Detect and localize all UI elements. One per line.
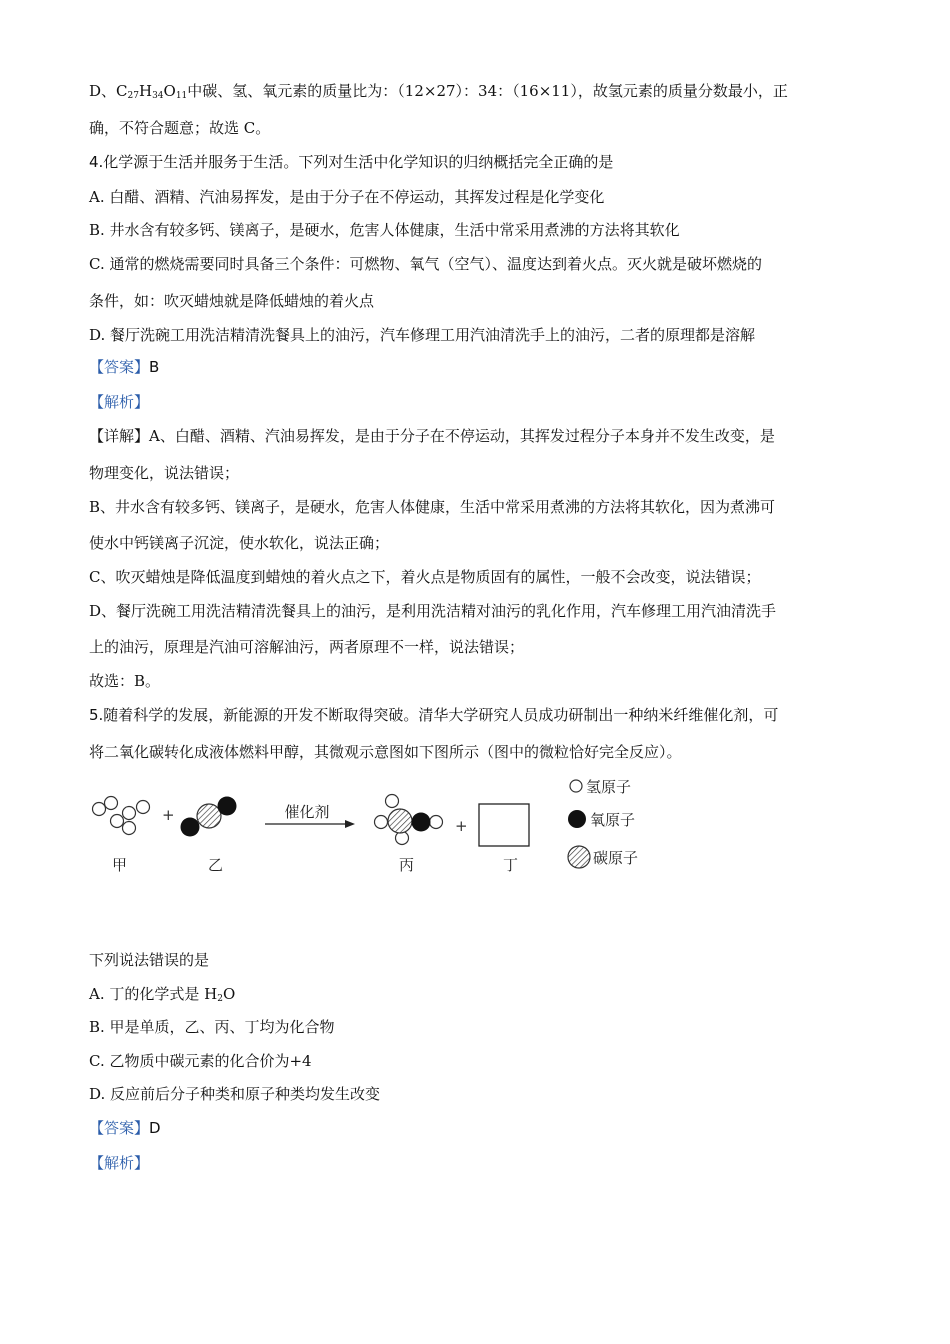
plus-sign-1: + [162,806,175,824]
q5-stem-line1: 5.随着科学的发展，新能源的开发不断取得突破。清华大学研究人员成功研制出一种纳米纤维催化剂，可 [89,706,779,724]
oxygen-atom [412,813,431,832]
q5-analysis-tag: 【解析】 [89,1154,150,1172]
q4-detail-line7: 上的油污，原理是汽油可溶解油污，两者原理不一样，说法错误； [89,638,525,656]
arrow-head-icon [345,820,355,828]
q4-option-c-line1: C. 通常的燃烧需要同时具备三个条件：可燃物、氧气（空气）、温度达到着火点。灭火就是破坏燃烧的 [89,255,762,273]
q4-conclusion: 故选：B。 [89,672,161,690]
q4-detail-line2: 物理变化，说法错误； [89,464,240,482]
label-yi: 乙 [208,856,224,874]
hydrogen-atom [430,816,443,829]
hydrogen-atom [105,797,118,810]
answer-tag: 【答案】 [89,358,150,376]
q5-option-a: A. 丁的化学式是 $H_2O$ [89,985,236,1004]
hydrogen-atom [386,795,399,808]
catalyst-label: 催化剂 [284,803,330,821]
label-jia: 甲 [112,856,128,874]
hydrogen-atom [137,801,150,814]
q4-stem: 4.化学源于生活并服务于生活。下列对生活中化学知识的归纳概括完全正确的是 [89,153,614,171]
answer-value: D [149,1119,161,1137]
reaction-diagram [85,774,665,884]
legend-oxygen-label: 氧原子 [590,811,636,829]
q5-stem-line2: 将二氧化碳转化成液体燃料甲醇，其微观示意图如下图所示（图中的微粒恰好完全反应）。 [89,743,682,761]
legend [568,778,638,868]
product-ding-box [479,804,529,846]
legend-oxygen-icon [568,810,586,828]
oxygen-atom [218,797,237,816]
q5-option-b: B. 甲是单质，乙、丙、丁均为化合物 [89,1018,335,1036]
legend-carbon-icon [568,846,590,868]
hydrogen-atom [396,832,409,845]
q4-detail-line3: B、井水含有较多钙、镁离子，是硬水，危害人体健康，生活中常采用煮沸的方法将其软化，因为煮沸可 [89,498,776,516]
q5-answer [89,1118,161,1138]
co2-molecule [181,797,237,837]
oxygen-atom [181,818,200,837]
detail-tag: 【详解】 [89,427,150,445]
q4-option-d: D. 餐厅洗碗工用洗洁精清洗餐具上的油污，汽车修理工用汽油清洗手上的油污，二者的原理都是溶解 [89,326,756,344]
legend-hydrogen-icon [570,780,582,792]
q4-detail-line6: D、餐厅洗碗工用洗洁精清洗餐具上的油污，是利用洗洁精对油污的乳化作用，汽车修理工用汽油清洗手 [89,602,777,620]
q4-option-a: A. 白醋、酒精、汽油易挥发，是由于分子在不停运动，其挥发过程是化学变化 [89,188,605,206]
plus-sign-2: + [455,817,468,835]
q4-detail-line1: 【详解】A、白醋、酒精、汽油易挥发，是由于分子在不停运动，其挥发过程分子本身并不发生改变，是 [89,427,775,445]
q4-option-b: B. 井水含有较多钙、镁离子，是硬水，危害人体健康，生活中常采用煮沸的方法将其软化 [89,221,680,239]
prev-option-d-line2: 确，不符合题意；故选 C。 [89,119,271,137]
methanol-molecule [375,795,443,845]
q4-answer [89,357,159,377]
answer-value: B [149,358,160,376]
legend-carbon-label: 碳原子 [593,849,639,867]
hydrogen-atom [93,803,106,816]
carbon-atom [388,809,412,833]
answer-tag: 【答案】 [89,1119,150,1137]
q4-detail-line4: 使水中钙镁离子沉淀，使水软化，说法正确； [89,534,390,552]
q4-option-c-line2: 条件，如：吹灭蜡烛就是降低蜡烛的着火点 [89,292,375,310]
q5-option-c: C. 乙物质中碳元素的化合价为+4 [89,1052,312,1070]
q4-detail-line5: C、吹灭蜡烛是降低温度到蜡烛的着火点之下，着火点是物质固有的属性，一般不会改变，说法错误； [89,568,761,586]
hydrogen-atom [111,815,124,828]
hydrogen-atom [123,822,136,835]
legend-hydrogen-label: 氢原子 [586,778,632,796]
hydrogen-atom [123,807,136,820]
hydrogen-atom [375,816,388,829]
h2-molecules [93,797,150,835]
prev-option-d-line1: D、$C_{27}H_{34}O_{11}$中碳、氢、氧元素的质量比为：（12×27）：34：（16×11），故氢元素的质量分数最小，正 [89,82,788,101]
label-ding: 丁 [503,856,519,874]
carbon-atom [197,804,221,828]
q5-option-d: D. 反应前后分子种类和原子种类均发生改变 [89,1085,381,1103]
q5-prompt: 下列说法错误的是 [89,951,210,969]
label-bing: 丙 [399,856,415,874]
q4-analysis-tag: 【解析】 [89,393,150,411]
